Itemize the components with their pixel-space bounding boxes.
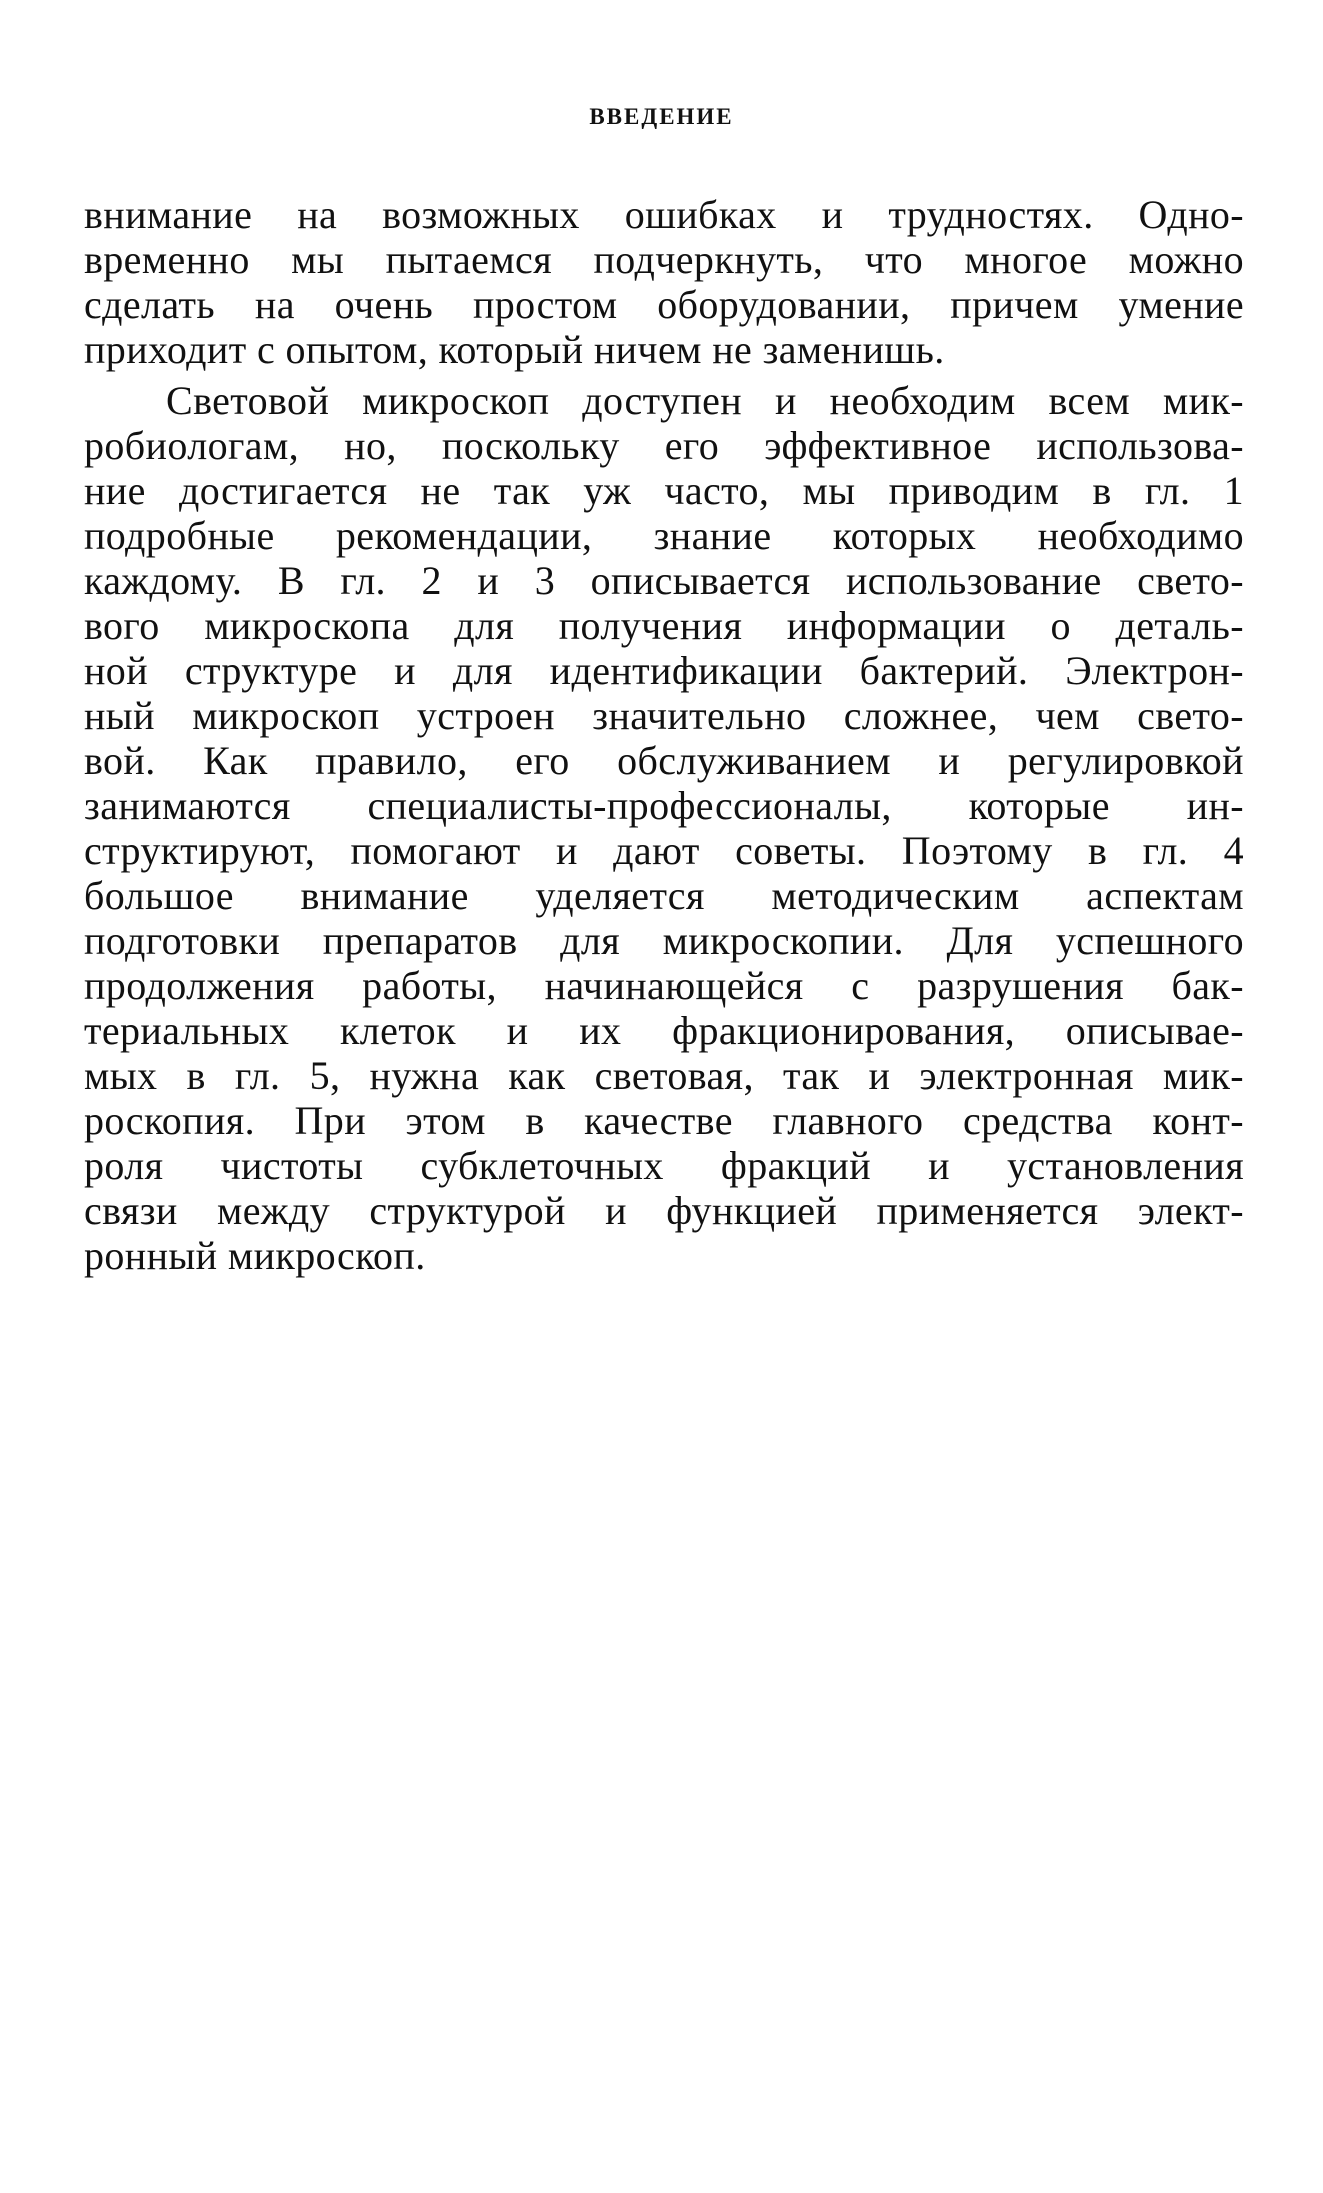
body-text xyxy=(84,192,1244,1278)
text-line: занимаются специалисты-профессионалы, которые ин- xyxy=(84,783,1244,828)
text-line: структируют, помогают и дают советы. Поэтому в гл. 4 xyxy=(84,828,1244,873)
paragraph xyxy=(84,378,1244,1278)
text-line: роскопия. При этом в качестве главного средства конт- xyxy=(84,1098,1244,1143)
running-head: ВВЕДЕНИЕ xyxy=(589,104,734,129)
text-line: связи между структурой и функцией применяется элект- xyxy=(84,1188,1244,1233)
text-line: вой. Как правило, его обслуживанием и регулировкой xyxy=(84,738,1244,783)
text-line: Световой микроскоп доступен и необходим всем мик- xyxy=(166,378,1244,423)
text-line: временно мы пытаемся подчеркнуть, что многое можно xyxy=(84,237,1244,282)
text-line: роля чистоты субклеточных фракций и установления xyxy=(84,1143,1244,1188)
text-line: мых в гл. 5, нужна как световая, так и электронная мик- xyxy=(84,1053,1244,1098)
text-line: ние достигается не так уж часто, мы приводим в гл. 1 xyxy=(84,468,1244,513)
text-line: подготовки препаратов для микроскопии. Для успешного xyxy=(84,918,1244,963)
text-line: вого микроскопа для получения информации о деталь- xyxy=(84,603,1244,648)
text-line: ронный микроскоп. xyxy=(84,1233,426,1278)
text-line: подробные рекомендации, знание которых необходимо xyxy=(84,513,1244,558)
text-line: териальных клеток и их фракционирования, описывае- xyxy=(84,1008,1244,1053)
text-line: приходит с опытом, который ничем не заменишь. xyxy=(84,327,945,372)
text-line: большое внимание уделяется методическим аспектам xyxy=(84,873,1244,918)
text-line: каждому. В гл. 2 и 3 описывается использование свето- xyxy=(84,558,1244,603)
paragraph xyxy=(84,192,1244,372)
text-line: внимание на возможных ошибках и трудностях. Одно- xyxy=(84,192,1244,237)
text-line: продолжения работы, начинающейся с разрушения бак- xyxy=(84,963,1244,1008)
text-line: ной структуре и для идентификации бактерий. Электрон- xyxy=(84,648,1244,693)
text-line: сделать на очень простом оборудовании, причем умение xyxy=(84,282,1244,327)
text-line: ный микроскоп устроен значительно сложнее, чем свето- xyxy=(84,693,1244,738)
text-line: робиологам, но, поскольку его эффективное использова- xyxy=(84,423,1244,468)
